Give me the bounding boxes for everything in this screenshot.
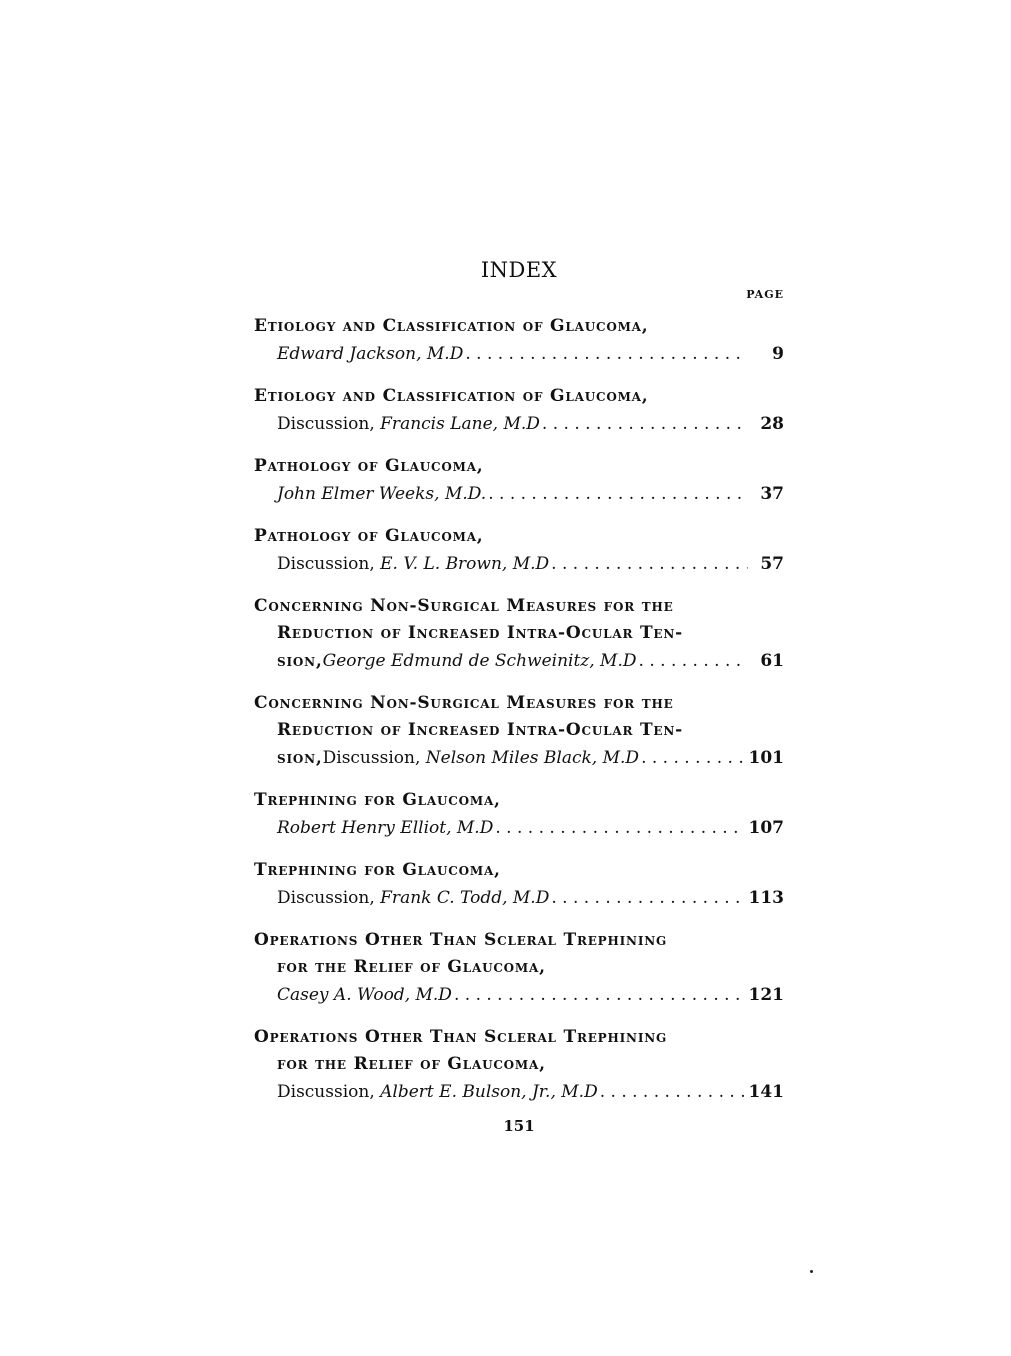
discussion-label: Discussion, — [322, 748, 426, 768]
print-speck — [810, 1270, 813, 1273]
dot-leader — [639, 647, 748, 676]
entry-author-line — [254, 410, 784, 439]
entry-heading: Concerning Non-Surgical Measures for the — [254, 596, 674, 616]
index-entry — [254, 690, 784, 773]
index-entry — [254, 383, 784, 439]
page-number: 151 — [503, 1117, 535, 1135]
dot-leader — [551, 550, 748, 579]
dot-leader — [551, 884, 744, 913]
discussion-label: Discussion, — [277, 554, 381, 574]
entry-heading: for the Relief of Glaucoma, — [277, 957, 546, 977]
entry-heading: Pathology of Glaucoma, — [254, 526, 484, 546]
entry-heading: Operations Other Than Scleral Trephining — [254, 1027, 668, 1047]
page-reference: 141 — [748, 1082, 784, 1102]
page-reference: 107 — [748, 818, 784, 838]
entry-author-line — [254, 1078, 784, 1107]
dot-leader — [600, 1078, 745, 1107]
discussion-label: Discussion, — [277, 888, 381, 908]
entry-heading: Etiology and Classification of Glaucoma, — [254, 386, 649, 406]
author-name: John Elmer Weeks, M.D. — [277, 484, 487, 504]
entry-author-line — [254, 340, 784, 369]
entry-heading: Reduction of Increased Intra-Ocular Ten- — [277, 623, 683, 643]
entry-author-line — [254, 647, 784, 676]
author-name: Nelson Miles Black, M.D — [425, 748, 640, 768]
entry-author-line — [254, 480, 784, 509]
index-entries — [254, 313, 784, 1107]
page-reference: 28 — [760, 414, 784, 434]
entry-heading: Etiology and Classification of Glaucoma, — [254, 316, 649, 336]
page-reference: 121 — [748, 985, 784, 1005]
dot-leader — [465, 340, 748, 369]
author-name: Frank C. Todd, M.D — [380, 888, 550, 908]
page-reference: 9 — [772, 344, 784, 364]
author-name: Edward Jackson, M.D — [277, 344, 464, 364]
index-title: INDEX — [480, 258, 558, 282]
entry-author-line — [254, 981, 784, 1010]
author-name: E. V. L. Brown, M.D — [380, 554, 550, 574]
dot-leader — [641, 744, 744, 773]
page-reference: 37 — [760, 484, 784, 504]
entry-author-line — [254, 814, 784, 843]
entry-heading: Trephining for Glaucoma, — [254, 860, 501, 880]
author-name: Robert Henry Elliot, M.D — [277, 818, 494, 838]
index-entry — [254, 1024, 784, 1107]
page-reference: 101 — [748, 748, 784, 768]
index-entry — [254, 523, 784, 579]
discussion-label: Discussion, — [277, 1082, 381, 1102]
heading-continuation: sion, — [277, 651, 323, 671]
dot-leader — [495, 814, 744, 843]
heading-continuation: sion, — [277, 748, 323, 768]
index-entry — [254, 313, 784, 369]
page-reference: 57 — [760, 554, 784, 574]
index-entry — [254, 593, 784, 676]
entry-heading: Pathology of Glaucoma, — [254, 456, 484, 476]
dot-leader — [488, 480, 748, 509]
author-name: Francis Lane, M.D — [380, 414, 540, 434]
index-entry — [254, 857, 784, 913]
index-page — [254, 258, 784, 1135]
index-entry — [254, 787, 784, 843]
author-name: Casey A. Wood, M.D — [277, 985, 452, 1005]
entry-author-line — [254, 884, 784, 913]
entry-heading: Reduction of Increased Intra-Ocular Ten- — [277, 720, 683, 740]
dot-leader — [454, 981, 745, 1010]
entry-author-line — [254, 550, 784, 579]
index-entry — [254, 453, 784, 509]
entry-heading: Operations Other Than Scleral Trephining — [254, 930, 668, 950]
page-reference: 113 — [748, 888, 784, 908]
entry-author-line — [254, 744, 784, 773]
entry-heading: Trephining for Glaucoma, — [254, 790, 501, 810]
author-name: Albert E. Bulson, Jr., M.D — [380, 1082, 598, 1102]
page-column-label: PAGE — [746, 288, 784, 301]
discussion-label: Discussion, — [277, 414, 381, 434]
index-entry — [254, 927, 784, 1010]
page-reference: 61 — [760, 651, 784, 671]
author-name: George Edmund de Schweinitz, M.D — [322, 651, 637, 671]
entry-heading: for the Relief of Glaucoma, — [277, 1054, 546, 1074]
entry-heading: Concerning Non-Surgical Measures for the — [254, 693, 674, 713]
dot-leader — [542, 410, 748, 439]
